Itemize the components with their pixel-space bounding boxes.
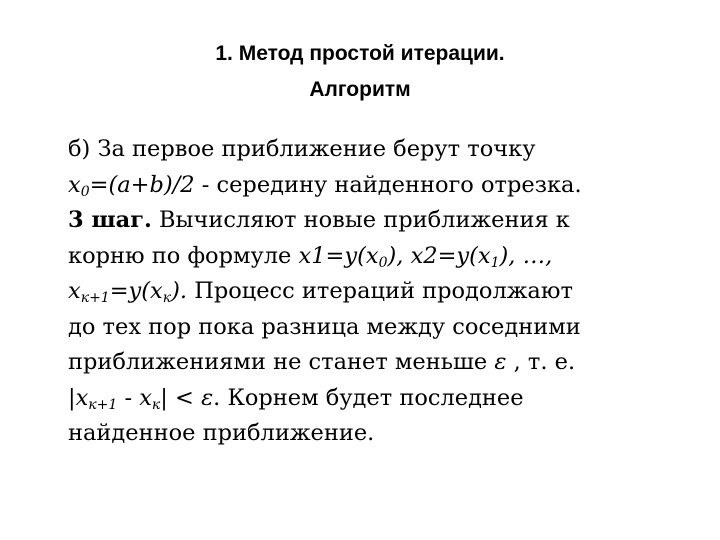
line-6-text: до тех пор пока разница между соседними	[68, 313, 581, 340]
abs-bar-right: |	[160, 384, 168, 411]
formula-ellipsis: ), …,	[499, 242, 553, 269]
line-4-text: корню по формуле	[68, 242, 299, 269]
body-line-1	[68, 132, 698, 168]
xk1-symbol-2: x	[75, 384, 89, 411]
body-line-5	[68, 274, 698, 310]
line-7-text: приближениями не станет меньше	[68, 349, 495, 375]
body-line-6	[68, 310, 698, 346]
midpoint-formula: =(a+b)/2	[89, 171, 195, 198]
formula-sub-0: 0	[378, 254, 388, 271]
minus-sign: -	[117, 384, 140, 411]
epsilon-symbol: ε	[494, 349, 507, 375]
xk1-subscript: к+1	[80, 290, 110, 306]
line-2-text: - середину найденного отрезка.	[194, 171, 582, 198]
title-line-1: 1. Метод простой итерации.	[215, 42, 505, 65]
body-line-4	[68, 239, 698, 275]
xk-subscript: к	[162, 290, 172, 306]
x0-subscript: 0	[80, 183, 90, 200]
formula-sub-1: 1	[490, 254, 500, 271]
body-line-8	[68, 381, 698, 417]
line-7-rest: , т. е.	[506, 349, 576, 375]
xk-symbol-2: x	[139, 384, 152, 411]
formula-x2-part: ), x2=y(x	[387, 242, 491, 269]
slide-title	[0, 36, 720, 108]
less-than-sign: <	[167, 384, 202, 411]
x0-symbol: x	[68, 171, 81, 198]
body-line-2	[68, 168, 698, 204]
line-5-text: Процесс итераций продолжают	[187, 278, 573, 304]
body-line-7	[68, 345, 698, 381]
xk1-subscript-2: к+1	[88, 396, 118, 413]
xk-subscript-2: к	[151, 396, 161, 413]
line-1-text: б) За первое приближение берут точку	[68, 136, 536, 162]
formula-x1-part: x1=y(x	[298, 242, 379, 269]
step-3-label: 3 шаг.	[68, 207, 152, 233]
xk1-symbol: x	[68, 278, 81, 304]
slide-body	[68, 132, 698, 452]
line-9-text: найденное приближение.	[68, 420, 375, 446]
line-8-text: . Корнем будет последнее	[213, 384, 524, 411]
line-3-text: Вычисляют новые приближения к	[151, 207, 570, 233]
epsilon-symbol-2: ε	[201, 384, 214, 411]
iteration-eq: =y(x	[109, 278, 163, 304]
abs-bar-left: |	[68, 384, 76, 411]
title-line-2: Алгоритм	[309, 78, 411, 101]
body-line-9	[68, 416, 698, 452]
body-line-3	[68, 203, 698, 239]
iteration-close: ).	[171, 278, 188, 304]
